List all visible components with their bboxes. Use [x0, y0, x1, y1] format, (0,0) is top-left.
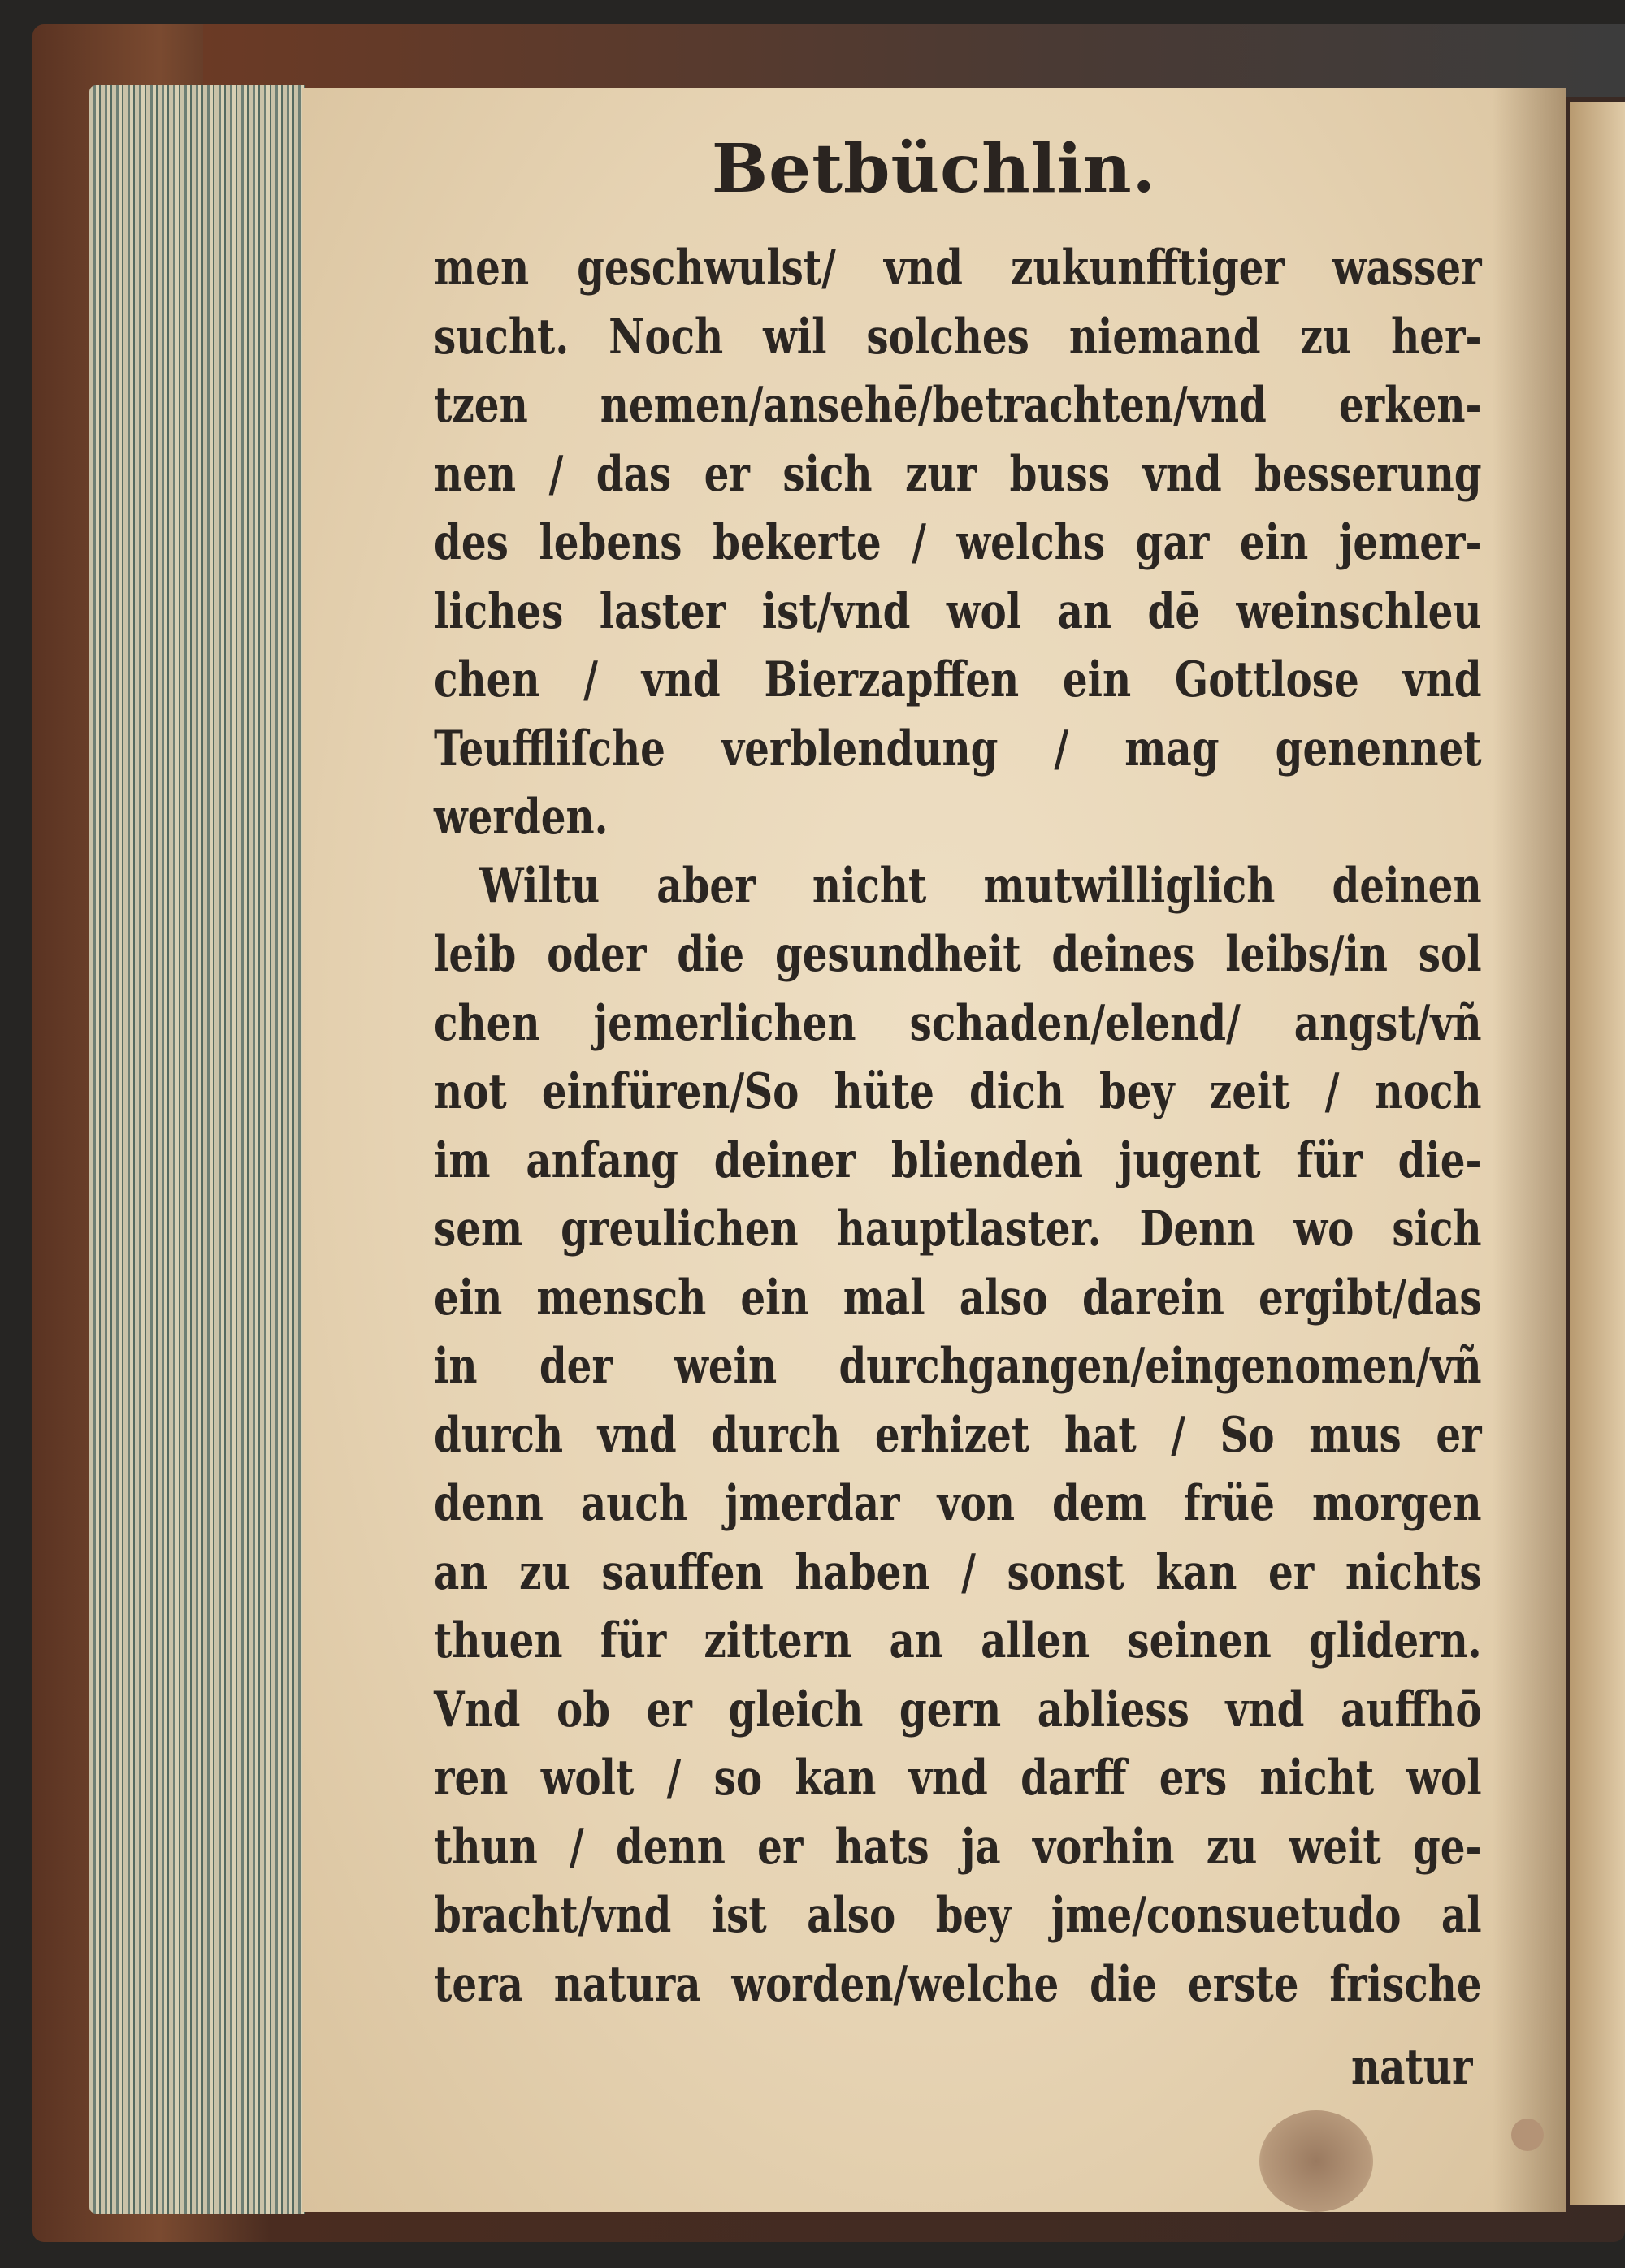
page-gutter-shadow	[1493, 88, 1566, 2212]
text-line: Wiltu aber nicht mutwilliglich deinen	[479, 857, 1482, 915]
text-line: chen jemerlichen schaden/elend/ angst/vñ	[434, 994, 1482, 1052]
text-line: men geschwulst/ vnd zukunfftiger wasser	[434, 240, 1482, 296]
text-line: nen / das er sich zur buss vnd besserung	[434, 445, 1482, 503]
text-line: ren wolt / so kan vnd darff ers nicht wol	[434, 1750, 1482, 1807]
page-body-text	[434, 234, 1482, 2019]
text-line: bracht/vnd ist also bey jme/consuetudo al	[434, 1887, 1482, 1944]
catchword: natur	[1350, 2039, 1472, 2096]
text-line: ein mensch ein mal also darein ergibt/das	[434, 1269, 1482, 1327]
text-line: denn auch jmerdar von dem früē morgen	[434, 1475, 1482, 1532]
text-line: liches laster ist/vnd wol an dē weinschleu	[434, 582, 1482, 640]
paper-stain	[1511, 2119, 1544, 2151]
text-line: sucht. Noch wil solches niemand zu her-	[434, 308, 1482, 366]
text-line: Teuffliſche verblendung / mag genennet	[434, 720, 1482, 777]
text-line: sem greulichen hauptlaster. Denn wo sich	[434, 1201, 1482, 1257]
text-line: tzen nemen/ansehē/betrachten/vnd erken-	[434, 377, 1482, 434]
text-line: not einfüren/So hüte dich bey zeit / noch	[434, 1063, 1482, 1120]
text-line: in der wein durchgangen/eingenomen/vñ	[434, 1338, 1482, 1395]
text-line: im anfang deiner bliendeṅ jugent für die-	[434, 1132, 1482, 1189]
text-line: werden.	[434, 789, 609, 846]
text-line: leib oder die gesundheit deines leibs/in sol	[434, 926, 1482, 983]
text-line: durch vnd durch erhizet hat / So mus er	[434, 1406, 1482, 1464]
book-cover-top-edge	[203, 24, 1625, 97]
text-line: Vnd ob er gleich gern abliess vnd auffhō	[434, 1681, 1482, 1738]
text-line: chen / vnd Bierzapffen ein Gottlose vnd	[434, 651, 1482, 708]
text-line: des lebens bekerte / welchs gar ein jemer-	[434, 514, 1482, 571]
paper-stain	[1259, 2110, 1373, 2212]
text-line: tera natura worden/welche die erste frische	[434, 1955, 1482, 2013]
book-page	[302, 88, 1566, 2212]
running-head: Betbüchlin.	[711, 130, 1157, 208]
page-fore-edges	[89, 85, 305, 2214]
text-line: an zu sauffen haben / sonst kan er nichts	[434, 1543, 1482, 1601]
text-line: thuen für zittern an allen seinen glidern.	[434, 1612, 1482, 1669]
text-line: thun / denn er hats ja vorhin zu weit ge-	[434, 1818, 1482, 1876]
facing-page-edge	[1570, 102, 1625, 2205]
